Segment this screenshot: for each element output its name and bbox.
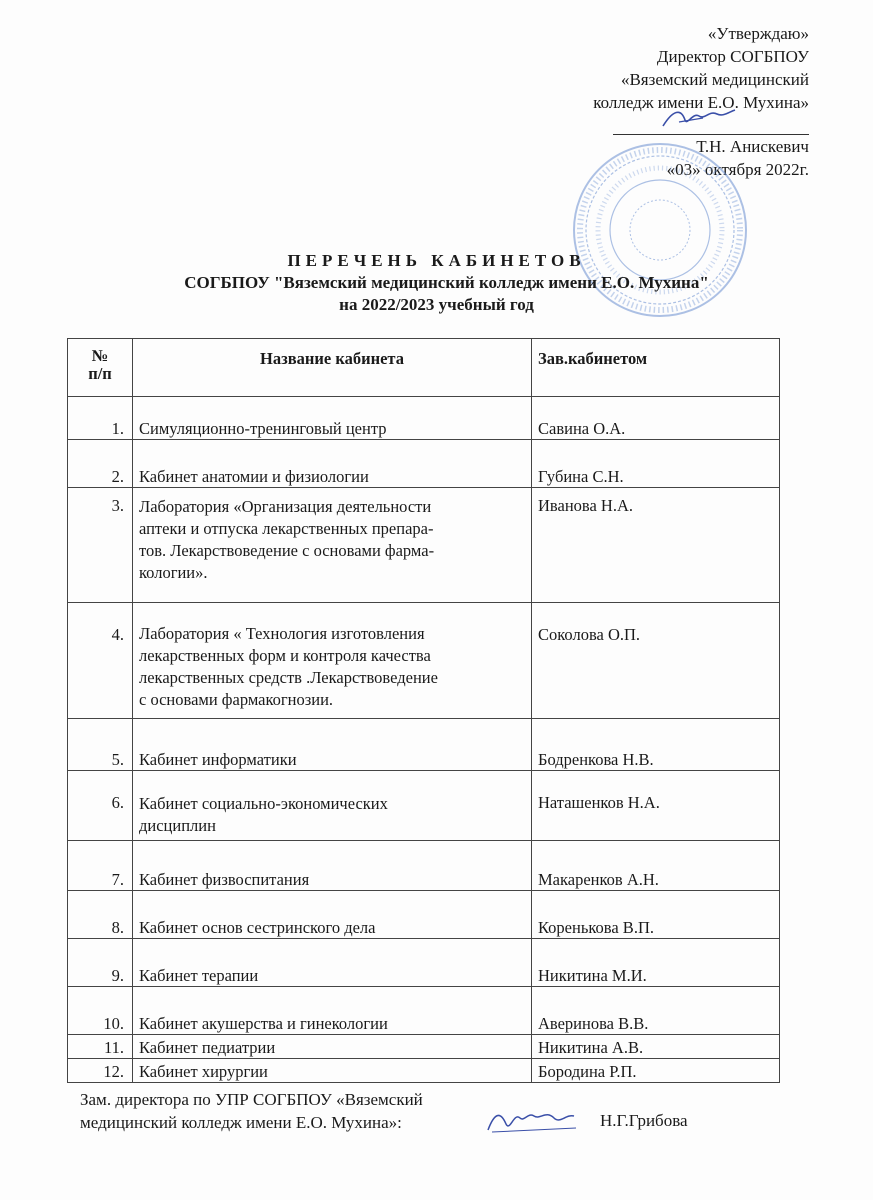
title-line-2: СОГБПОУ "Вяземский медицинский колледж имени Е.О. Мухина" [184, 273, 709, 292]
table-row [68, 397, 780, 440]
table-row [68, 488, 780, 603]
room-name-line: Лаборатория «Организация деятельности [139, 497, 432, 516]
room-name-line: тов. Лекарствоведение с основами фарма- [139, 541, 435, 560]
row-number: 12. [68, 1059, 133, 1083]
room-name: Кабинет анатомии и физиологии [133, 440, 532, 488]
room-head: Макаренков А.Н. [532, 841, 780, 891]
row-number: 11. [68, 1035, 133, 1059]
header-room-name: Название кабинета [133, 339, 532, 397]
signature-line [613, 114, 809, 135]
room-name: Симуляционно-тренинговый центр [133, 397, 532, 440]
header-number-line-1: № [91, 346, 109, 365]
document-title [0, 250, 873, 316]
room-name: Кабинет физвоспитания [133, 841, 532, 891]
table-row [68, 1035, 780, 1059]
deputy-signature [484, 1104, 584, 1140]
table-row [68, 987, 780, 1035]
director-signature [659, 104, 739, 132]
title-line-1: ПЕРЕЧЕНЬ КАБИНЕТОВ [287, 251, 586, 270]
room-head: Аверинова В.В. [532, 987, 780, 1035]
room-head: Иванова Н.А. [532, 488, 780, 603]
table-row [68, 1059, 780, 1083]
room-name [133, 603, 532, 719]
room-name: Кабинет хирургии [133, 1059, 532, 1083]
table-row [68, 891, 780, 939]
room-head: Бодренкова Н.В. [532, 719, 780, 771]
room-head: Савина О.А. [532, 397, 780, 440]
table-row [68, 841, 780, 891]
table-row [68, 771, 780, 841]
table-row [68, 603, 780, 719]
deputy-name: Н.Г.Грибова [600, 1111, 688, 1130]
approval-line-4: колледж имени Е.О. Мухина» [593, 93, 809, 112]
footer-block [80, 1088, 423, 1134]
table-row [68, 719, 780, 771]
row-number: 8. [68, 891, 133, 939]
approval-line-2: Директор СОГБПОУ [656, 47, 809, 66]
room-name: Кабинет терапии [133, 939, 532, 987]
row-number: 5. [68, 719, 133, 771]
room-name-line: дисциплин [139, 816, 216, 835]
room-name-line: с основами фармакогнозии. [139, 690, 334, 709]
row-number: 3. [68, 488, 133, 603]
header-number [68, 339, 133, 397]
room-head: Никитина М.И. [532, 939, 780, 987]
room-head: Никитина А.В. [532, 1035, 780, 1059]
table-row [68, 440, 780, 488]
room-name-line: лекарственных средств .Лекарствоведение [139, 668, 438, 687]
room-name [133, 771, 532, 841]
room-head: Коренькова В.П. [532, 891, 780, 939]
room-name-line: аптеки и отпуска лекарственных препара- [139, 519, 434, 538]
title-line-3: на 2022/2023 учебный год [339, 295, 534, 314]
room-name: Кабинет педиатрии [133, 1035, 532, 1059]
room-name-line: лекарственных форм и контроля качества [139, 646, 431, 665]
director-name: Т.Н. Анискевич [696, 137, 809, 156]
footer-line-2: медицинский колледж имени Е.О. Мухина»: [80, 1113, 402, 1132]
row-number: 1. [68, 397, 133, 440]
room-name-line: Кабинет социально-экономических [139, 794, 388, 813]
table-row [68, 939, 780, 987]
room-name: Кабинет акушерства и гинекологии [133, 987, 532, 1035]
room-name-line: Лаборатория « Технология изготовления [139, 624, 425, 643]
row-number: 10. [68, 987, 133, 1035]
footer-line-1: Зам. директора по УПР СОГБПОУ «Вяземский [80, 1090, 423, 1109]
row-number: 9. [68, 939, 133, 987]
row-number: 7. [68, 841, 133, 891]
room-name-line: кологии». [139, 563, 208, 582]
header-number-line-2: п/п [88, 364, 112, 383]
approval-line-3: «Вяземский медицинский [620, 70, 809, 89]
header-room-head: Зав.кабинетом [532, 339, 780, 397]
room-name: Кабинет информатики [133, 719, 532, 771]
room-head: Губина С.Н. [532, 440, 780, 488]
room-name: Кабинет основ сестринского дела [133, 891, 532, 939]
row-number: 4. [68, 603, 133, 719]
rooms-table [67, 338, 780, 1083]
table-header-row [68, 339, 780, 397]
approval-date: «03» октября 2022г. [666, 160, 809, 179]
row-number: 6. [68, 771, 133, 841]
row-number: 2. [68, 440, 133, 488]
room-name [133, 488, 532, 603]
room-head: Бородина Р.П. [532, 1059, 780, 1083]
approval-line-1: «Утверждаю» [707, 24, 809, 43]
room-head: Наташенков Н.А. [532, 771, 780, 841]
room-head: Соколова О.П. [532, 603, 780, 719]
